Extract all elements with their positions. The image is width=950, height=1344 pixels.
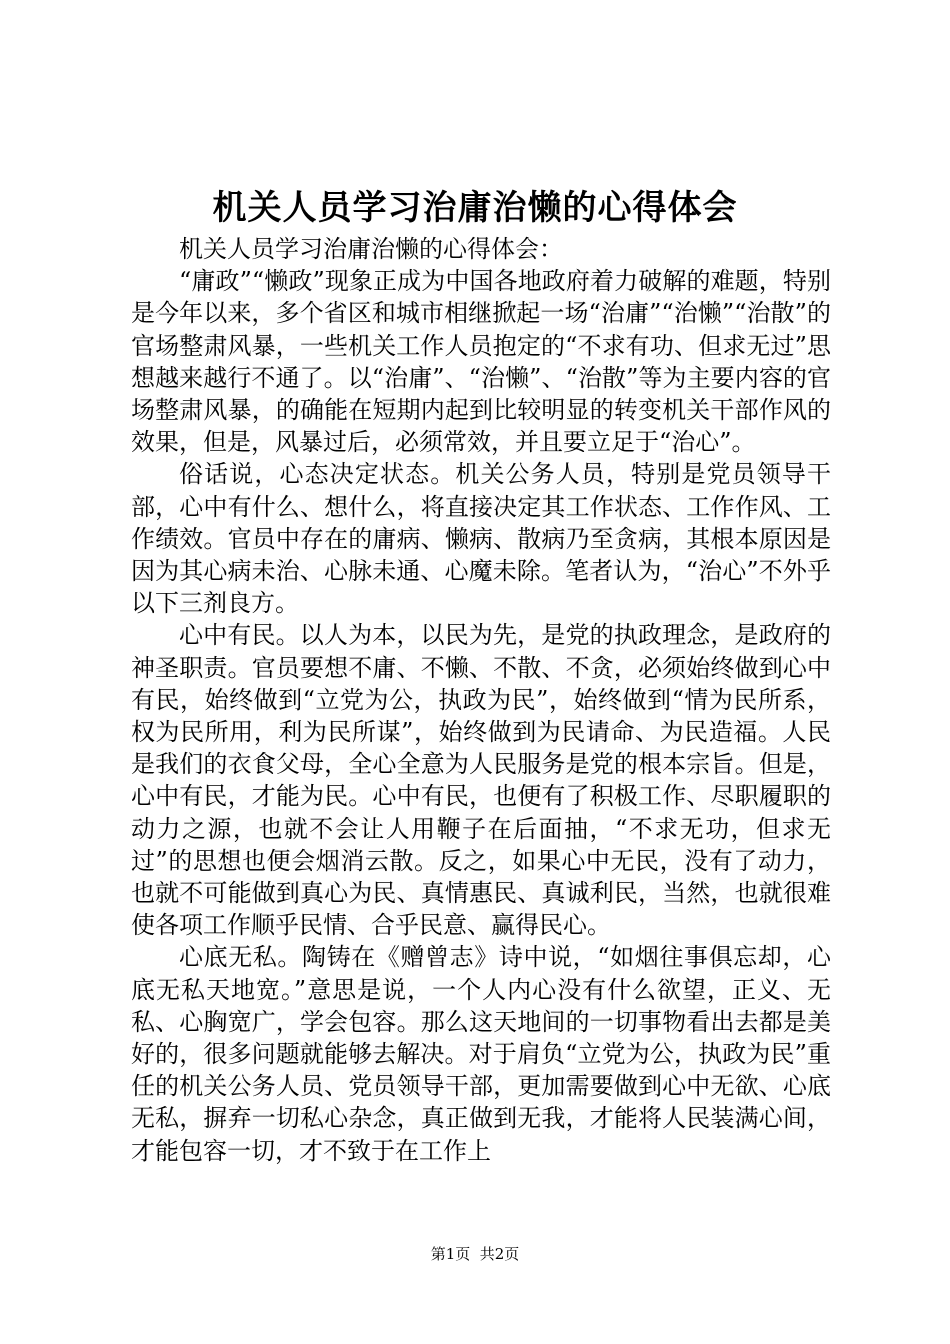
paragraph-mindset: 俗话说，心态决定状态。机关公务人员，特别是党员领导干部，心中有什么、想什么，将直接决定其工作状态、工作作风、工作绩效。官员中存在的庸病、懒病、散病乃至贪病，其根本原因是因为其心病未治、心脉未通、心魔未除。笔者认为，“治心”不外乎以下三剂良方。 [131,460,831,618]
paragraph-people-in-heart: 心中有民。以人为本，以民为先，是党的执政理念，是政府的神圣职责。官员要想不庸、不懒、不散、不贪，必须始终做到心中有民，始终做到“立党为公，执政为民”，始终做到“情为民所系，权为民所用，利为民所谋”，始终做到为民请命、为民造福。人民是我们的衣食父母，全心全意为人民服务是党的根本宗旨。但是，心中有民，才能为民。心中有民，也便有了积极工作、尽职履职的动力之源，也就不会让人用鞭子在后面抽，“不求无功，但求无过”的思想也便会烟消云散。反之，如果心中无民，没有了动力，也就不可能做到真心为民、真情惠民、真诚利民，当然，也就很难使各项工作顺乎民情、合乎民意、赢得民心。 [131,621,831,940]
page-footer [0,1244,950,1264]
page-number-label: 第1页 共2页 [430,1245,520,1263]
paragraph-background: “庸政”“懒政”现象正成为中国各地政府着力破解的难题，特别是今年以来，多个省区和城市相继掀起一场“治庸”“治懒”“治散”的官场整肃风暴，一些机关工作人员抱定的“不求有功、但求无过”思想越来越行不通了。以“治庸”、“治懒”、“治散”等为主要内容的官场整肃风暴，的确能在短期内起到比较明显的转变机关干部作风的效果，但是，风暴过后，必须常效，并且要立足于“治心”。 [131,267,831,457]
document-body [131,233,831,1167]
paragraph-intro: 机关人员学习治庸治懒的心得体会： [179,235,563,263]
document-title: 机关人员学习治庸治懒的心得体会 [212,188,738,228]
paragraph-selfless: 心底无私。陶铸在《赠曾志》诗中说，“如烟往事俱忘却，心底无私天地宽。”意思是说，一个人内心没有什么欲望，正义、无私、心胸宽广，学会包容。那么这天地间的一切事物看出去都是美好的，很多问题就能够去解决。对于肩负“立党为公，执政为民”重任的机关公务人员、党员领导干部，更加需要做到心中无欲、心底无私，摒弃一切私心杂念，真正做到无我，才能将人民装满心间，才能包容一切，才不致于在工作上 [131,943,831,1165]
